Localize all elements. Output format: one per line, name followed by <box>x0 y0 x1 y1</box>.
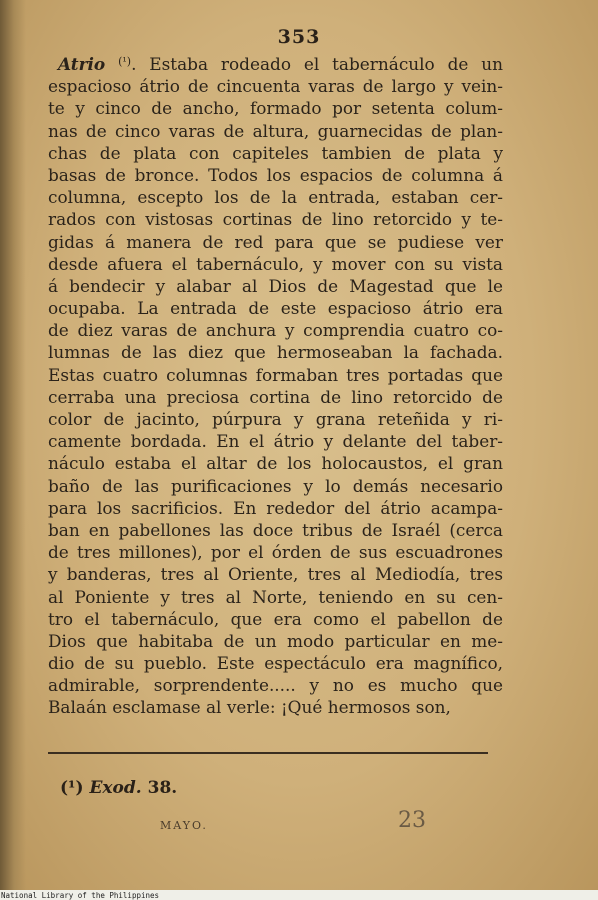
text-line: baño de las purificaciones y lo demás necesario <box>48 475 503 496</box>
lead-word: Atrio <box>58 54 106 74</box>
book-spine-shadow <box>0 0 26 890</box>
signature-number: 23 <box>398 808 426 833</box>
text-line: Estas cuatro columnas formaban tres portadas que <box>48 364 503 385</box>
text-line: lumnas de las diez que hermoseaban la fachada. <box>48 342 503 363</box>
text-line: á bendecir y alabar al Dios de Magestad que le <box>48 275 503 296</box>
text-line: de tres millones), por el órden de sus escuadrones <box>48 542 503 563</box>
text-line: te y cinco de ancho, formado por setenta colum- <box>48 98 503 119</box>
footnote-marker: (¹) <box>118 55 132 68</box>
text-line <box>48 53 503 75</box>
footnote-chapter: 38. <box>147 778 178 798</box>
text-line: tro el tabernáculo, que era como el pabellon de <box>48 608 503 629</box>
text-line: camente bordada. En el átrio y delante del taber- <box>48 431 503 452</box>
text-line: columna, escepto los de la entrada, estaban cer- <box>48 187 503 208</box>
text-line: de diez varas de anchura y comprendia cuatro co- <box>48 320 503 341</box>
text-line: y banderas, tres al Oriente, tres al Mediodía, tres <box>48 564 503 585</box>
text-line: cerraba una preciosa cortina de lino retorcido de <box>48 386 503 407</box>
library-caption: National Library of the Philippines <box>1 891 160 900</box>
text-line: dio de su pueblo. Este espectáculo era magnífico, <box>48 653 503 674</box>
footnote-divider <box>48 752 488 754</box>
text-line: ban en pabellones las doce tribus de Israél (cerca <box>48 519 503 540</box>
signature-mark: MAYO. <box>160 819 208 832</box>
line-text: . Estaba rodeado el tabernáculo de un <box>131 54 504 74</box>
text-line: admirable, sorprendente..... y no es mucho que <box>48 675 503 696</box>
text-line: Balaán esclamase al verle: ¡Qué hermosos son, <box>48 697 451 718</box>
text-line: nas de cinco varas de altura, guarnecidas de plan- <box>48 120 503 141</box>
text-line: color de jacinto, púrpura y grana reteñida y ri- <box>48 409 503 429</box>
text-line: espacioso átrio de cincuenta varas de largo y vein- <box>48 76 503 97</box>
text-line: al Poniente y tres al Norte, teniendo en su cen- <box>48 586 503 607</box>
footnote <box>60 778 177 798</box>
text-line: ocupaba. La entrada de este espacioso átrio era <box>48 298 503 319</box>
footnote-marker: (¹) <box>60 778 84 798</box>
text-line: chas de plata con capiteles tambien de plata y <box>48 142 503 163</box>
text-line: rados con vistosas cortinas de lino retorcido y te- <box>48 209 503 230</box>
text-line: para los sacrificios. En rededor del átrio acampa- <box>48 497 503 518</box>
text-line: gidas á manera de red para que se pudiese ver <box>48 231 503 252</box>
text-line: náculo estaba el altar de los holocaustos, el gran <box>48 453 503 474</box>
text-line: desde afuera el tabernáculo, y mover con su vista <box>48 253 503 274</box>
text-line: basas de bronce. Todos los espacios de columna á <box>48 164 503 185</box>
page-number: 353 <box>277 26 321 48</box>
footnote-book: Exod. <box>89 778 142 798</box>
text-line: Dios que habitaba de un modo particular en me- <box>48 630 503 651</box>
body-text <box>48 53 503 719</box>
